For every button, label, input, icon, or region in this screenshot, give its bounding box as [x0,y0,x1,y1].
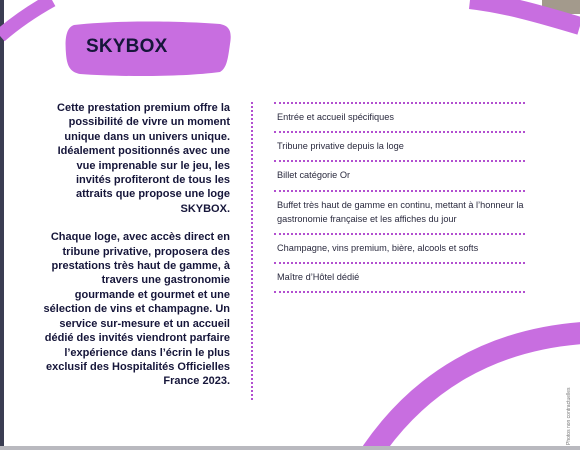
feature-item: Billet catégorie Or [274,160,525,189]
photo-credit: Photos non contractuelles [566,387,572,445]
intro-paragraph-1: Cette prestation premium offre la possibilité de vivre un moment unique dans un univers unique. Idéalement positionnés avec une vue imprenable sur le jeu, les invités profiteront de tous les attraits que propose une loge SKYBOX. [57,102,230,215]
feature-item: Tribune privative depuis la loge [274,131,525,160]
top-left-arc [0,0,52,36]
feature-item: Maître d’Hôtel dédié [274,262,525,293]
intro-paragraph-2: Chaque loge, avec accès direct en tribune privative, proposera des prestations très haut de gamme, à travers une gastronomie gourmande et gourmet et une sélection de vins et champagne. Un service sur-mesure et un accueil dédié des invités viendront parfaire l’expérience dans l’écrin le plus exclusif des Hospitalités Officielles France 2023. [43,231,230,388]
intro-text [42,101,230,403]
bottom-right-arc [372,333,580,450]
feature-item: Entrée et accueil spécifiques [274,102,525,131]
feature-item: Champagne, vins premium, bière, alcools et softs [274,233,525,262]
features-list [274,102,525,293]
column-divider [251,102,253,400]
page-title: SKYBOX [86,36,168,57]
page-bottom-edge [0,446,580,450]
feature-item: Buffet très haut de gamme en continu, mettant à l’honneur la gastronomie française et les affiches du jour [274,190,525,233]
